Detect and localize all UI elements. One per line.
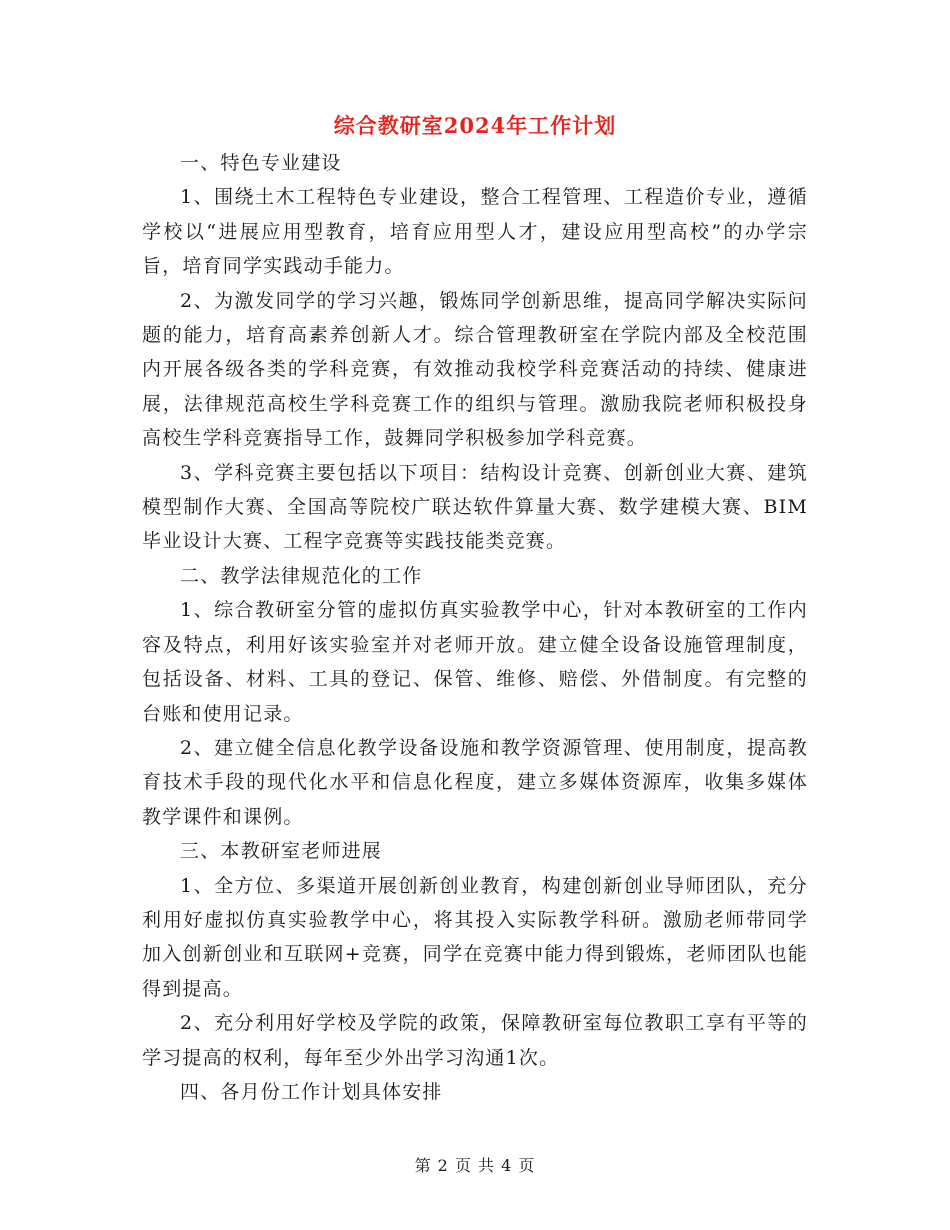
paragraph: 2、为激发同学的学习兴趣，锻炼同学创新思维，提高同学解决实际问题的能力，培育高素养创新人才。综合管理教研室在学院内部及全校范围内开展各级各类的学科竞赛，有效推动我校学科竞赛活动的持续、健康进展，法律规范高校生学科竞赛工作的组织与管理。激励我院老师积极投身高校生学科竞赛指导工作，鼓舞同学积极参加学科竞赛。 xyxy=(142,289,808,450)
paragraph: 1、综合教研室分管的虚拟仿真实验教学中心，针对本教研室的工作内容及特点，利用好该实验室并对老师开放。建立健全设备设施管理制度，包括设备、材料、工具的登记、保管、维修、赔偿、外借制度。有完整的台账和使用记录。 xyxy=(142,599,808,725)
page-footer: 第 2 页 共 4 页 xyxy=(414,1156,536,1175)
document-body xyxy=(142,146,808,1109)
section-heading-4: 四、各月份工作计划具体安排 xyxy=(180,1080,443,1103)
section-heading-2: 二、教学法律规范化的工作 xyxy=(180,564,423,587)
paragraph: 1、全方位、多渠道开展创新创业教育，构建创新创业导师团队，充分利用好虚拟仿真实验教学中心，将其投入实际教学科研。激励老师带同学加入创新创业和互联网+竞赛，同学在竞赛中能力得到锻炼，老师团队也能得到提高。 xyxy=(142,874,808,1000)
section-heading-3: 三、本教研室老师进展 xyxy=(180,840,383,863)
paragraph: 3、学科竞赛主要包括以下项目：结构设计竞赛、创新创业大赛、建筑模型制作大赛、全国高等院校广联达软件算量大赛、数学建模大赛、BIM毕业设计大赛、工程字竞赛等实践技能类竞赛。 xyxy=(142,461,808,553)
document-title: 综合教研室2024年工作计划 xyxy=(333,113,617,138)
paragraph: 2、建立健全信息化教学设备设施和教学资源管理、使用制度，提高教育技术手段的现代化水平和信息化程度，建立多媒体资源库，收集多媒体教学课件和课例。 xyxy=(142,736,808,828)
paragraph: 1、围绕土木工程特色专业建设，整合工程管理、工程造价专业，遵循学校以“进展应用型教育，培育应用型人才，建设应用型高校”的办学宗旨，培育同学实践动手能力。 xyxy=(142,186,808,278)
paragraph: 2、充分利用好学校及学院的政策，保障教研室每位教职工享有平等的学习提高的权利，每年至少外出学习沟通1次。 xyxy=(142,1012,808,1069)
section-heading-1: 一、特色专业建设 xyxy=(180,152,342,174)
